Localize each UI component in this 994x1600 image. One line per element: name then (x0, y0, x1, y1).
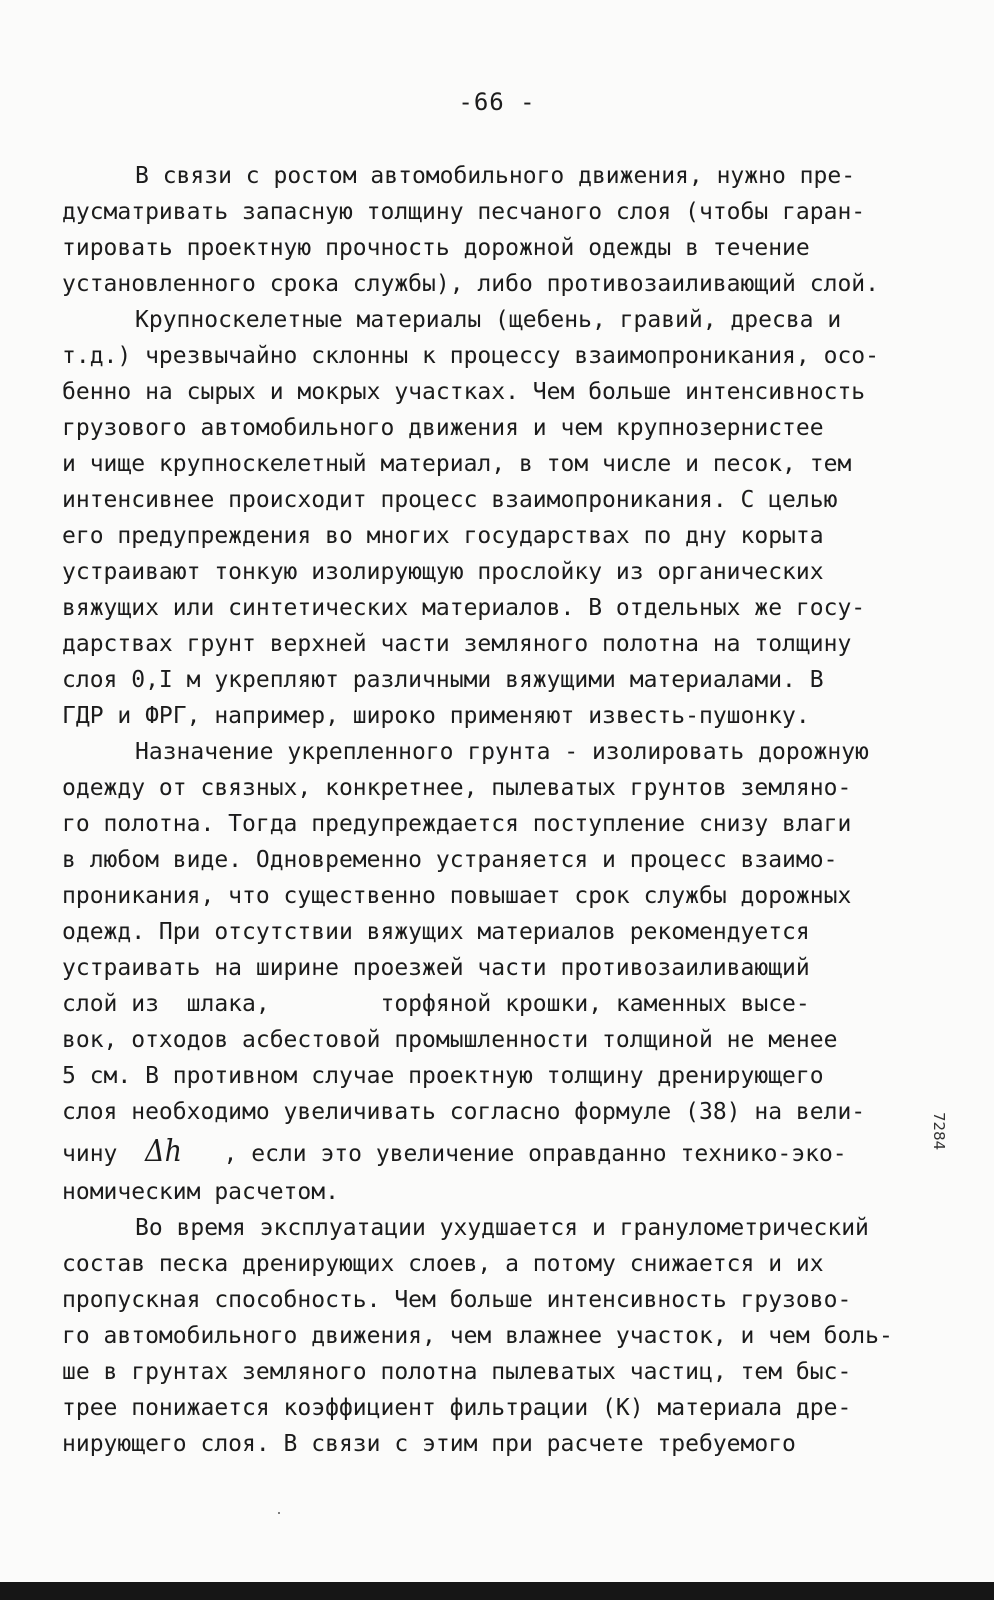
delta-h-symbol: Δh (145, 1134, 182, 1169)
text-line: слоя необходимо увеличивать согласно формуле (38) на вели- (62, 1099, 866, 1125)
paragraphs-part-1 (62, 158, 942, 1130)
text-line: тировать проектную прочность дорожной одежды в течение (62, 235, 810, 261)
text-line-delta-h (62, 1130, 942, 1174)
delta-h-prefix: чину (62, 1141, 146, 1167)
bottom-scan-edge (0, 1582, 994, 1600)
text-line: т.д.) чрезвычайно склонны к процессу взаимопроникания, осо- (62, 343, 879, 369)
text-line: В связи с ростом автомобильного движения, нужно пре- (135, 163, 856, 189)
text-line: одежду от связных, конкретнее, пылеватых грунтов земляно- (62, 775, 852, 801)
text-line: проникания, что существенно повышает срок службы дорожных (62, 883, 852, 909)
text-line: бенно на сырых и мокрых участках. Чем больше интенсивность (62, 379, 866, 405)
page-number: -66 - (458, 88, 536, 116)
text-line: нирующего слоя. В связи с этим при расчете требуемого (62, 1431, 796, 1457)
text-line: состав песка дренирующих слоев, а потому снижается и их (62, 1251, 824, 1277)
text-line: дарствах грунт верхней части земляного полотна на толщину (62, 631, 852, 657)
text-line: устраивают тонкую изолирующую прослойку из органических (62, 559, 824, 585)
text-line: дусматривать запасную толщину песчаного слоя (чтобы гаран- (62, 199, 866, 225)
text-line: Во время эксплуатации ухудшается и гранулометрический (135, 1215, 869, 1241)
text-line: грузового автомобильного движения и чем крупнозернистее (62, 415, 824, 441)
text-line: 5 см. В противном случае проектную толщину дренирующего (62, 1063, 824, 1089)
text-line: вок, отходов асбестовой промышленности толщиной не менее (62, 1027, 838, 1053)
text-line: го автомобильного движения, чем влажнее участок, и чем боль- (62, 1323, 893, 1349)
text-line: устраивать на ширине проезжей части противозаиливающий (62, 955, 810, 981)
text-line: его предупреждения во многих государствах по дну корыта (62, 523, 824, 549)
text-line: трее понижается коэффициент фильтрации (К) материала дре- (62, 1395, 852, 1421)
text-line: и чище крупноскелетный материал, в том числе и песок, тем (62, 451, 852, 477)
text-line: интенсивнее происходит процесс взаимопроникания. С целью (62, 487, 838, 513)
text-line: вяжущих или синтетических материалов. В отдельных же госу- (62, 595, 866, 621)
margin-note: 7284 (930, 1112, 948, 1151)
text-line: ше в грунтах земляного полотна пылеватых частиц, тем быс- (62, 1359, 852, 1385)
text-line: ГДР и ФРГ, например, широко применяют известь-пушонку. (62, 703, 810, 729)
body-text (62, 158, 942, 1462)
stray-mark (278, 1512, 280, 1514)
delta-h-suffix: , если это увеличение оправданно технико-эко- (181, 1141, 847, 1167)
text-line: слой из шлака, торфяной крошки, каменных высе- (62, 991, 810, 1017)
text-line: номическим расчетом. (62, 1179, 339, 1205)
text-line: слоя 0,I м укрепляют различными вяжущими материалами. В (62, 667, 824, 693)
text-line: Назначение укрепленного грунта - изолировать дорожную (135, 739, 869, 765)
text-line: Крупноскелетные материалы (щебень, гравий, дресва и (135, 307, 842, 333)
text-line: в любом виде. Одновременно устраняется и процесс взаимо- (62, 847, 838, 873)
text-line: установленного срока службы), либо противозаиливающий слой. (62, 271, 879, 297)
paragraphs-part-2 (62, 1174, 942, 1462)
text-line: го полотна. Тогда предупреждается поступление снизу влаги (62, 811, 852, 837)
text-line: одежд. При отсутствии вяжущих материалов рекомендуется (62, 919, 810, 945)
text-line: пропускная способность. Чем больше интенсивность грузово- (62, 1287, 852, 1313)
